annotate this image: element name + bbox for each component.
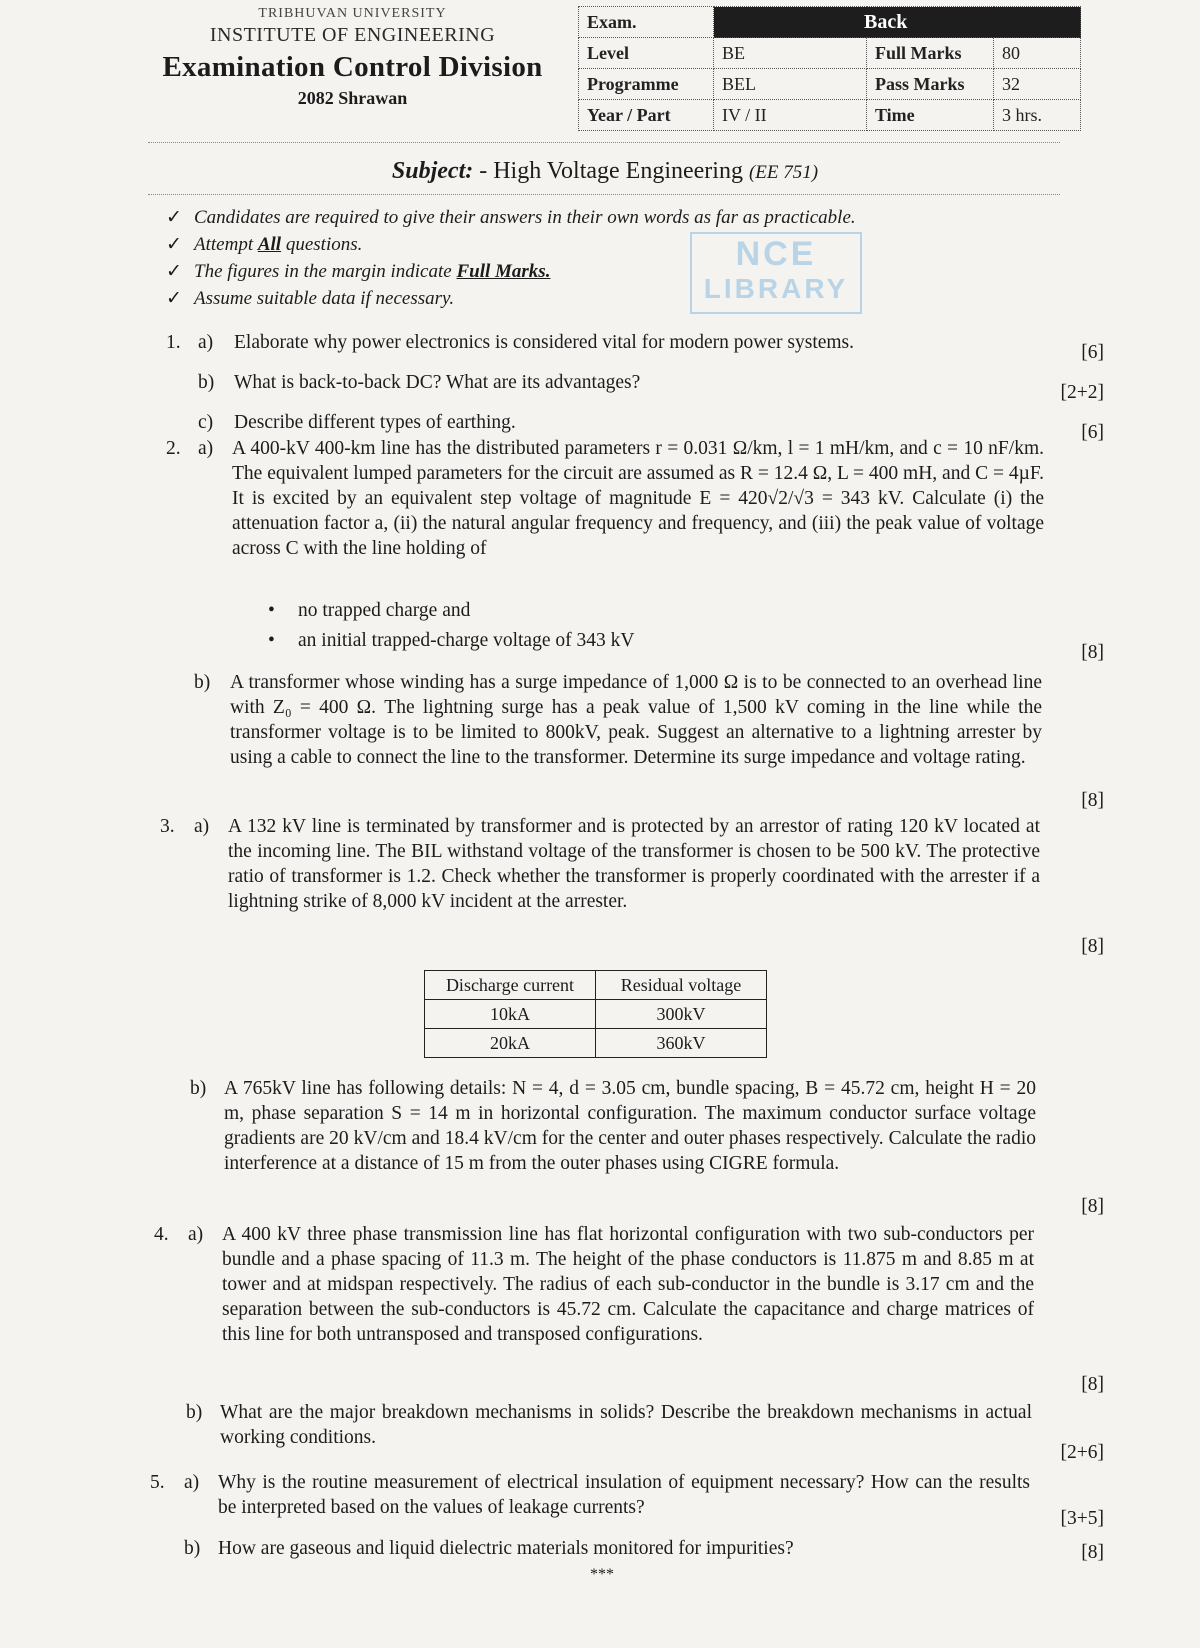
marks-label: [8] xyxy=(1081,1374,1104,1395)
level-value: BE xyxy=(714,38,867,69)
marks-label: [6] xyxy=(1081,342,1104,363)
university-name: TRIBHUVAN UNIVERSITY xyxy=(258,6,447,21)
subject-name: - High Voltage Engineering xyxy=(479,158,743,184)
part-label: b) xyxy=(198,372,215,393)
table-cell: 10kA xyxy=(425,1000,596,1029)
marks-label: [8] xyxy=(1081,1196,1104,1217)
question-text: A 765kV line has following details: N = 4, d = 3.05 cm, bundle spacing, B = 45.72 cm, height H = 20 m, phase separation S = 14 m in horizontal configuration. The maximum conductor surface voltage gradients are 20 kV/cm and 18.4 kV/cm for the center and outer phases respectively. Calculate the radio interference at a distance of 15 m from the outer phases using CIGRE formula. xyxy=(224,1078,1036,1174)
full-marks-label: Full Marks xyxy=(867,38,994,69)
table-row xyxy=(425,1000,767,1029)
subject-code: (EE 751) xyxy=(748,162,819,183)
table-header-row xyxy=(425,971,767,1000)
pass-marks-label: Pass Marks xyxy=(867,69,994,100)
part-label: b) xyxy=(186,1402,203,1423)
part-label: a) xyxy=(194,816,210,837)
subject-line xyxy=(150,158,1060,185)
part-label: b) xyxy=(194,672,211,693)
division-name: Examination Control Division xyxy=(162,51,543,83)
part-label: a) xyxy=(184,1472,200,1493)
divider-subject xyxy=(148,194,1060,195)
institution-header xyxy=(150,6,555,109)
part-label: b) xyxy=(184,1538,201,1559)
discharge-table xyxy=(424,970,767,1058)
part-label: a) xyxy=(188,1224,204,1245)
year-part-label: Year / Part xyxy=(579,100,714,131)
question-number: 5. xyxy=(150,1472,165,1493)
question-number: 4. xyxy=(154,1224,169,1245)
question-text: Why is the routine measurement of electrical insulation of equipment necessary? How can the results be interpreted based on the values of leakage currents? xyxy=(218,1472,1030,1518)
exam-info-table xyxy=(578,6,1081,131)
checkmark-icon: ✓ xyxy=(166,234,182,255)
library-stamp: NCE LIBRARY xyxy=(690,232,862,314)
marks-label: [8] xyxy=(1081,642,1104,663)
table-row xyxy=(425,1029,767,1058)
instruction-item: ✓ Attempt All questions. xyxy=(166,234,363,255)
end-marker: *** xyxy=(590,1566,614,1583)
question-text: A 400-kV 400-km line has the distributed parameters r = 0.031 Ω/km, l = 1 mH/km, and c = 10 nF/km. The equivalent lumped parameters for the circuit are assumed as R = 12.4 Ω, L = 400 mH, and C = 4µF. It is excited by an equivalent step voltage of magnitude E = 420√2/√3 = 343 kV. Calculate (i) the attenuation factor a, (ii) the natural angular frequency and frequency, and (iii) the peak value of voltage across C with the line holding of xyxy=(232,438,1044,559)
marks-label: [8] xyxy=(1081,1542,1104,1563)
list-item: • no trapped charge and xyxy=(268,600,471,621)
part-label: c) xyxy=(198,412,214,433)
list-item: • an initial trapped-charge voltage of 343 kV xyxy=(268,630,635,651)
question-text: A transformer whose winding has a surge impedance of 1,000 Ω is to be connected to an overhead line with Z₀ = 400 Ω. The lightning surge has a peak value of 1,500 kV coming in the line while the transformer voltage is to be limited to 800kV, peak. Suggest an alternative to a lightning arrester by using a cable to connect the line to the transformer. Determine its surge impedance and voltage rating. xyxy=(230,672,1042,768)
checkmark-icon: ✓ xyxy=(166,288,182,309)
column-header: Residual voltage xyxy=(596,971,767,1000)
subject-label: Subject: xyxy=(391,158,474,184)
question-text: What is back-to-back DC? What are its advantages? xyxy=(234,372,641,393)
question-text: Elaborate why power electronics is considered vital for modern power systems. xyxy=(234,332,855,353)
table-cell: 300kV xyxy=(596,1000,767,1029)
full-marks-value: 80 xyxy=(994,38,1081,69)
programme-label: Programme xyxy=(579,69,714,100)
question-number: 1. xyxy=(166,332,181,353)
divider-top xyxy=(148,142,1060,143)
instruction-item: ✓ Candidates are required to give their answers in their own words as far as practicable. xyxy=(166,207,856,228)
marks-label: [3+5] xyxy=(1060,1508,1104,1529)
marks-label: [6] xyxy=(1081,422,1104,443)
programme-value: BEL xyxy=(714,69,867,100)
level-label: Level xyxy=(579,38,714,69)
part-label: b) xyxy=(190,1078,207,1099)
marks-label: [2+2] xyxy=(1060,382,1104,403)
question-number: 2. xyxy=(166,438,181,459)
question-text: Describe different types of earthing. xyxy=(234,412,516,433)
checkmark-icon: ✓ xyxy=(166,261,182,282)
question-text: A 400 kV three phase transmission line has flat horizontal configuration with two sub-conductors per bundle and a phase spacing of 11.3 m. The height of the phase conductors is 11.875 m and 8.85 m at tower and at midspan respectively. The radius of each sub-conductor in the bundle is 3.17 cm and the separation between the sub-conductors is 45.72 cm. Calculate the capacitance and charge matrices of this line for both untransposed and transposed configurations. xyxy=(222,1224,1034,1345)
question-text: What are the major breakdown mechanisms in solids? Describe the breakdown mechanisms in actual working conditions. xyxy=(220,1402,1032,1448)
table-cell: 360kV xyxy=(596,1029,767,1058)
time-label: Time xyxy=(867,100,994,131)
year-part-value: IV / II xyxy=(714,100,867,131)
column-header: Discharge current xyxy=(425,971,596,1000)
table-cell: 20kA xyxy=(425,1029,596,1058)
marks-label: [2+6] xyxy=(1060,1442,1104,1463)
pass-marks-value: 32 xyxy=(994,69,1081,100)
instruction-item: ✓ The figures in the margin indicate Full Marks. xyxy=(166,261,551,282)
exam-type: Back xyxy=(714,7,1081,38)
exam-session: 2082 Shrawan xyxy=(297,88,408,108)
part-label: a) xyxy=(198,438,214,459)
instruction-item: ✓ Assume suitable data if necessary. xyxy=(166,288,455,309)
exam-label: Exam. xyxy=(579,7,714,38)
question-text: A 132 kV line is terminated by transformer and is protected by an arrestor of rating 120 kV located at the incoming line. The BIL withstand voltage of the transformer is chosen to be 500 kV. The protective ratio of transformer is 1.2. Check whether the transformer is properly coordinated with the arrester if a lightning strike of 8,000 kV incident at the arrester. xyxy=(228,816,1040,912)
marks-label: [8] xyxy=(1081,936,1104,957)
marks-label: [8] xyxy=(1081,790,1104,811)
question-text: How are gaseous and liquid dielectric materials monitored for impurities? xyxy=(218,1538,794,1559)
institute-name: INSTITUTE OF ENGINEERING xyxy=(209,24,496,46)
part-label: a) xyxy=(198,332,214,353)
time-value: 3 hrs. xyxy=(994,100,1081,131)
question-number: 3. xyxy=(160,816,175,837)
checkmark-icon: ✓ xyxy=(166,207,182,228)
